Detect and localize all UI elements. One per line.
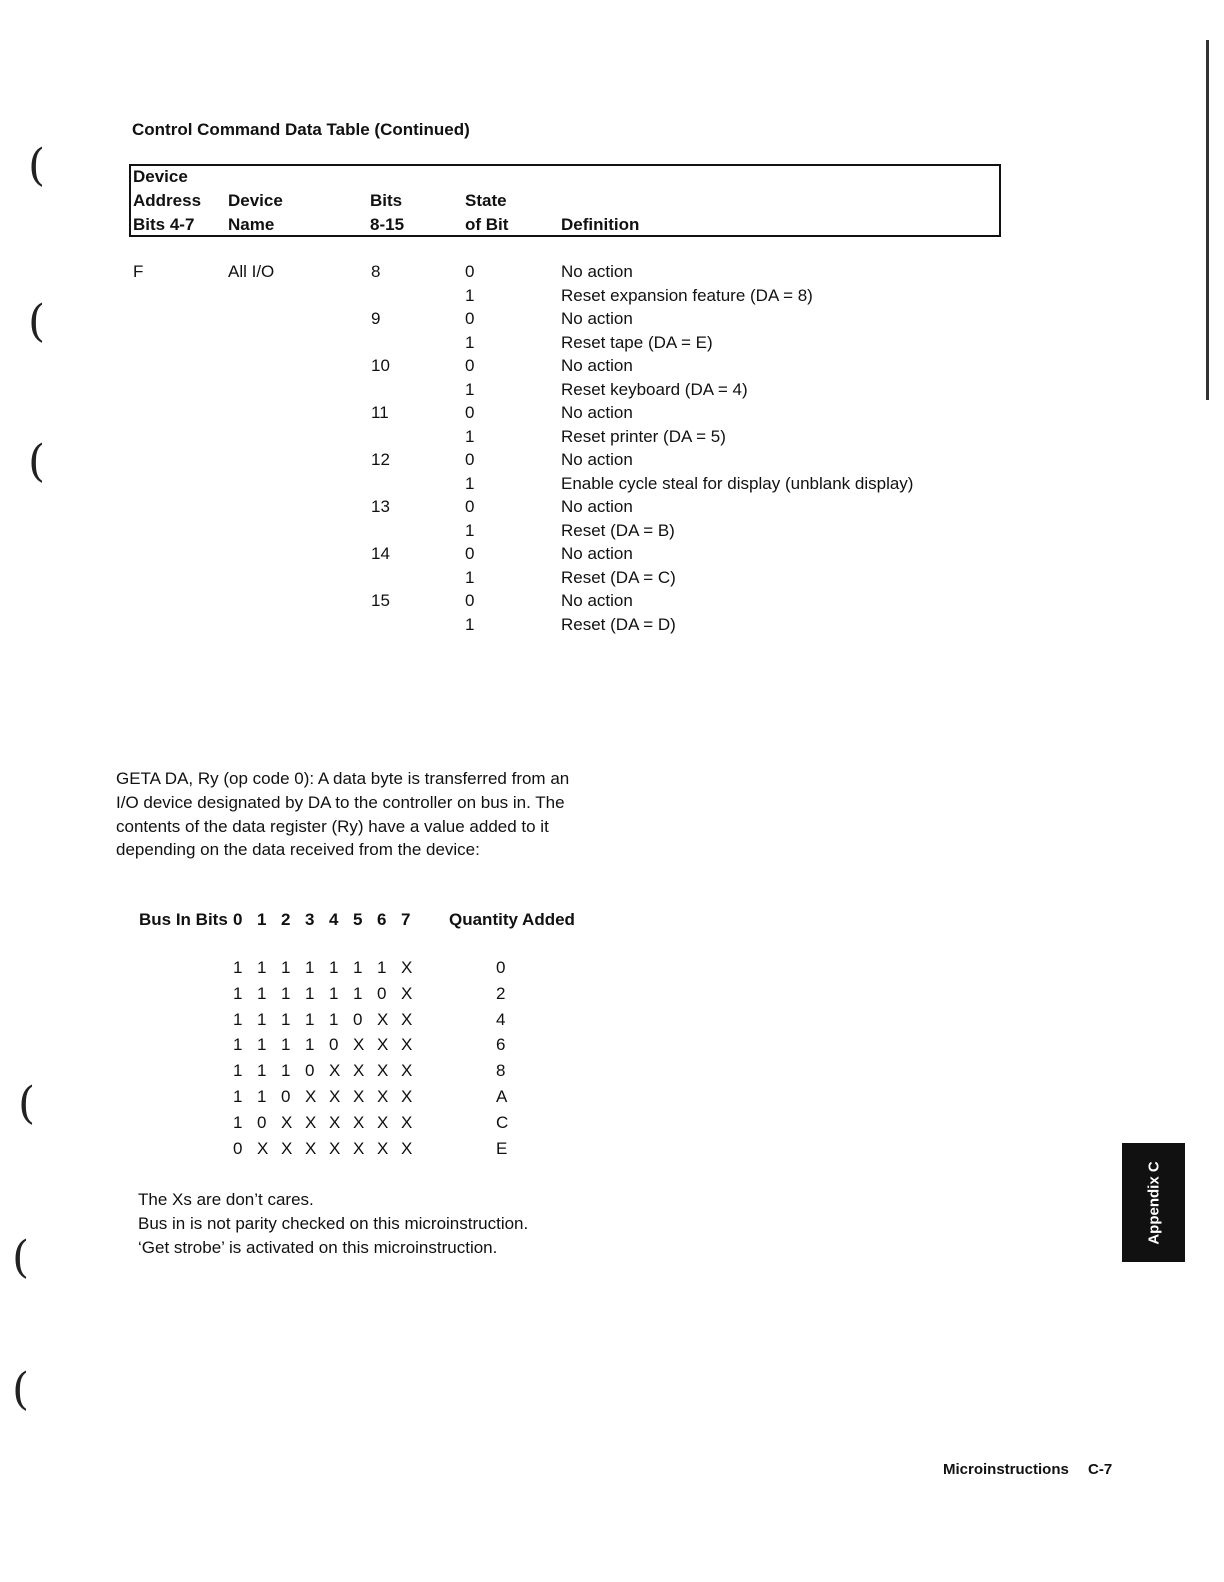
- bus-bit-value: X: [377, 1061, 389, 1081]
- bit-definition: No action: [561, 497, 633, 516]
- bus-bit-value: X: [353, 1061, 365, 1081]
- bus-bit-value: 0: [257, 1112, 267, 1132]
- bus-bit-value: 1: [233, 1035, 243, 1055]
- bit-definition: Reset expansion feature (DA = 8): [561, 285, 813, 305]
- bus-bit-value: X: [377, 1138, 389, 1158]
- bit-state: 0: [465, 403, 475, 422]
- bus-bit-value: 0: [281, 1087, 291, 1106]
- bit-number: 13: [371, 497, 390, 516]
- bus-bit-value: 1: [281, 983, 291, 1003]
- bit-definition: Reset (DA = B): [561, 520, 675, 540]
- bus-bit-value: 1: [281, 1035, 291, 1055]
- bus-bit-header: 6: [377, 910, 387, 929]
- bit-definition: Reset (DA = D): [561, 614, 676, 634]
- binder-mark: (: [28, 436, 46, 487]
- bus-bit-value: X: [401, 1112, 413, 1132]
- bit-number: 10: [371, 356, 390, 375]
- quantity-added-value: E: [496, 1138, 508, 1158]
- bus-bit-header: 4: [329, 910, 339, 929]
- bus-bit-value: 1: [281, 958, 291, 977]
- bit-state: 0: [465, 450, 475, 469]
- bus-bit-header: 0: [233, 910, 243, 929]
- bus-bit-value: 1: [257, 1009, 267, 1029]
- bus-bit-value: 1: [257, 1035, 267, 1055]
- bus-bit-value: 1: [329, 958, 339, 977]
- page-title: Control Command Data Table (Continued): [132, 120, 470, 139]
- bit-definition: No action: [561, 262, 633, 281]
- bus-bit-value: X: [353, 1035, 365, 1055]
- header-state: State of Bit: [465, 191, 509, 234]
- bus-bit-value: 1: [257, 958, 267, 977]
- bus-bit-value: 1: [233, 1009, 243, 1029]
- header-device-address: Device Address Bits 4-7: [133, 167, 202, 234]
- binder-mark: (: [12, 1232, 30, 1283]
- bit-definition: Reset tape (DA = E): [561, 332, 713, 352]
- binder-mark: (: [28, 140, 46, 191]
- bus-bit-value: X: [257, 1138, 269, 1158]
- bus-bit-value: 1: [257, 983, 267, 1003]
- bit-state: 1: [465, 285, 475, 305]
- bit-definition: Reset printer (DA = 5): [561, 426, 726, 446]
- page-edge-shadow: [1206, 40, 1209, 400]
- note-line: The Xs are don’t cares.: [138, 1190, 314, 1209]
- quantity-added-header: Quantity Added: [449, 910, 575, 929]
- bit-state: 0: [465, 356, 475, 375]
- bus-bit-value: X: [377, 1035, 389, 1055]
- bus-bit-value: X: [401, 958, 413, 977]
- bus-bit-value: 0: [233, 1138, 243, 1158]
- bit-state: 1: [465, 520, 475, 540]
- bus-bit-value: X: [329, 1138, 341, 1158]
- bit-definition: No action: [561, 403, 633, 422]
- bus-bit-value: X: [401, 1061, 413, 1081]
- header-device-name: Device Name: [228, 191, 283, 234]
- bus-bit-header: 7: [401, 910, 411, 929]
- bus-bit-value: X: [353, 1087, 365, 1106]
- bit-number: 11: [371, 403, 389, 422]
- bus-bit-value: 0: [377, 983, 387, 1003]
- bus-in-bits-label: Bus In Bits: [139, 910, 228, 929]
- bus-bit-value: 1: [305, 1009, 315, 1029]
- bus-bit-value: X: [401, 1035, 413, 1055]
- bit-number: 9: [371, 309, 381, 328]
- bit-state: 1: [465, 426, 475, 446]
- appendix-tab: [1122, 1143, 1185, 1262]
- bus-bit-value: 1: [305, 983, 315, 1003]
- bus-bit-value: 1: [257, 1061, 267, 1081]
- bus-bit-value: 1: [233, 983, 243, 1003]
- bus-bit-value: 1: [377, 958, 387, 977]
- bit-definition: Reset keyboard (DA = 4): [561, 379, 748, 399]
- bus-bit-value: X: [401, 1087, 413, 1106]
- bus-bit-header: 1: [257, 910, 267, 929]
- bus-bit-header: 3: [305, 910, 315, 929]
- bus-bit-value: 1: [281, 1009, 291, 1029]
- bus-bit-value: X: [281, 1112, 293, 1132]
- quantity-added-value: 2: [496, 983, 506, 1003]
- bus-bit-value: 1: [329, 983, 339, 1003]
- bit-number: 12: [371, 450, 390, 469]
- bit-state: 1: [465, 332, 475, 352]
- bit-state: 1: [465, 614, 475, 634]
- footer-section: Microinstructions: [943, 1461, 1069, 1478]
- bus-bit-value: 1: [281, 1061, 291, 1081]
- bus-bit-value: 1: [233, 1087, 243, 1106]
- bus-bit-header: 5: [353, 910, 363, 929]
- bit-state: 1: [465, 567, 475, 587]
- bus-bit-value: X: [329, 1061, 341, 1081]
- bit-definition: No action: [561, 450, 633, 469]
- bus-bit-value: X: [305, 1112, 317, 1132]
- binder-mark: (: [18, 1078, 36, 1129]
- bus-bit-value: X: [281, 1138, 293, 1158]
- bus-bit-value: X: [305, 1138, 317, 1158]
- bus-bit-value: 1: [233, 1061, 243, 1081]
- bit-state: 0: [465, 497, 475, 516]
- bit-number: 14: [371, 544, 390, 563]
- note-line: ‘Get strobe’ is activated on this microinstruction.: [138, 1238, 498, 1257]
- bus-bit-value: 1: [233, 1112, 243, 1132]
- bus-bit-value: X: [377, 1087, 389, 1106]
- device-address-value: F: [133, 262, 144, 281]
- bus-bit-value: X: [329, 1112, 341, 1132]
- bit-definition: Reset (DA = C): [561, 567, 676, 587]
- bus-bit-value: X: [377, 1112, 389, 1132]
- bit-state: 1: [465, 379, 475, 399]
- bus-bit-value: 0: [329, 1035, 339, 1055]
- bit-definition: No action: [561, 591, 633, 610]
- bus-bit-value: X: [401, 983, 413, 1003]
- bit-definition: No action: [561, 309, 633, 328]
- bus-bit-header: 2: [281, 910, 291, 929]
- appendix-tab-label: Appendix C: [1145, 1160, 1162, 1245]
- bit-number: 8: [371, 262, 381, 281]
- quantity-added-value: 4: [496, 1009, 506, 1029]
- binder-mark: (: [28, 296, 46, 347]
- bus-bit-value: X: [401, 1138, 413, 1158]
- bus-bit-value: X: [401, 1009, 413, 1029]
- bus-bit-value: 1: [353, 958, 363, 977]
- bit-definition: No action: [561, 356, 633, 375]
- bit-definition: Enable cycle steal for display (unblank display): [561, 473, 914, 493]
- geta-paragraph: GETA DA, Ry (op code 0): A data byte is transferred from an I/O device designated by DA to the controller on bus in. The contents of the data register (Ry) have a value added to it depending on the data received from the device:: [116, 769, 570, 860]
- notes: [138, 1188, 528, 1260]
- bus-bit-value: 0: [305, 1061, 315, 1081]
- quantity-added-value: C: [496, 1112, 509, 1132]
- bus-bit-value: 1: [257, 1087, 267, 1106]
- bus-bit-value: X: [329, 1087, 341, 1106]
- bit-number: 15: [371, 591, 390, 610]
- bus-bit-value: X: [377, 1009, 389, 1029]
- note-line: Bus in is not parity checked on this microinstruction.: [138, 1214, 529, 1233]
- quantity-added-value: 6: [496, 1035, 506, 1055]
- quantity-added-value: A: [496, 1087, 508, 1106]
- quantity-added-value: 0: [496, 958, 506, 977]
- bus-bit-value: X: [305, 1087, 317, 1106]
- header-definition: Definition: [561, 215, 640, 234]
- bit-state: 1: [465, 473, 475, 493]
- header-bits: Bits 8-15: [370, 191, 405, 234]
- binder-mark: (: [12, 1364, 30, 1415]
- bus-bit-value: X: [353, 1138, 365, 1158]
- footer-page: C-7: [1088, 1461, 1113, 1478]
- bus-bit-value: X: [353, 1112, 365, 1132]
- bus-bit-value: 1: [353, 983, 363, 1003]
- bus-bit-value: 1: [233, 958, 243, 977]
- device-name-value: All I/O: [228, 262, 275, 281]
- bus-bit-value: 1: [329, 1009, 339, 1029]
- bus-bit-value: 1: [305, 1035, 315, 1055]
- bus-bit-value: 0: [353, 1009, 363, 1029]
- bit-state: 0: [465, 309, 475, 328]
- bit-state: 0: [465, 591, 475, 610]
- bit-state: 0: [465, 262, 475, 281]
- quantity-added-value: 8: [496, 1061, 506, 1081]
- bit-definition: No action: [561, 544, 633, 563]
- bit-state: 0: [465, 544, 475, 563]
- bus-bit-value: 1: [305, 958, 315, 977]
